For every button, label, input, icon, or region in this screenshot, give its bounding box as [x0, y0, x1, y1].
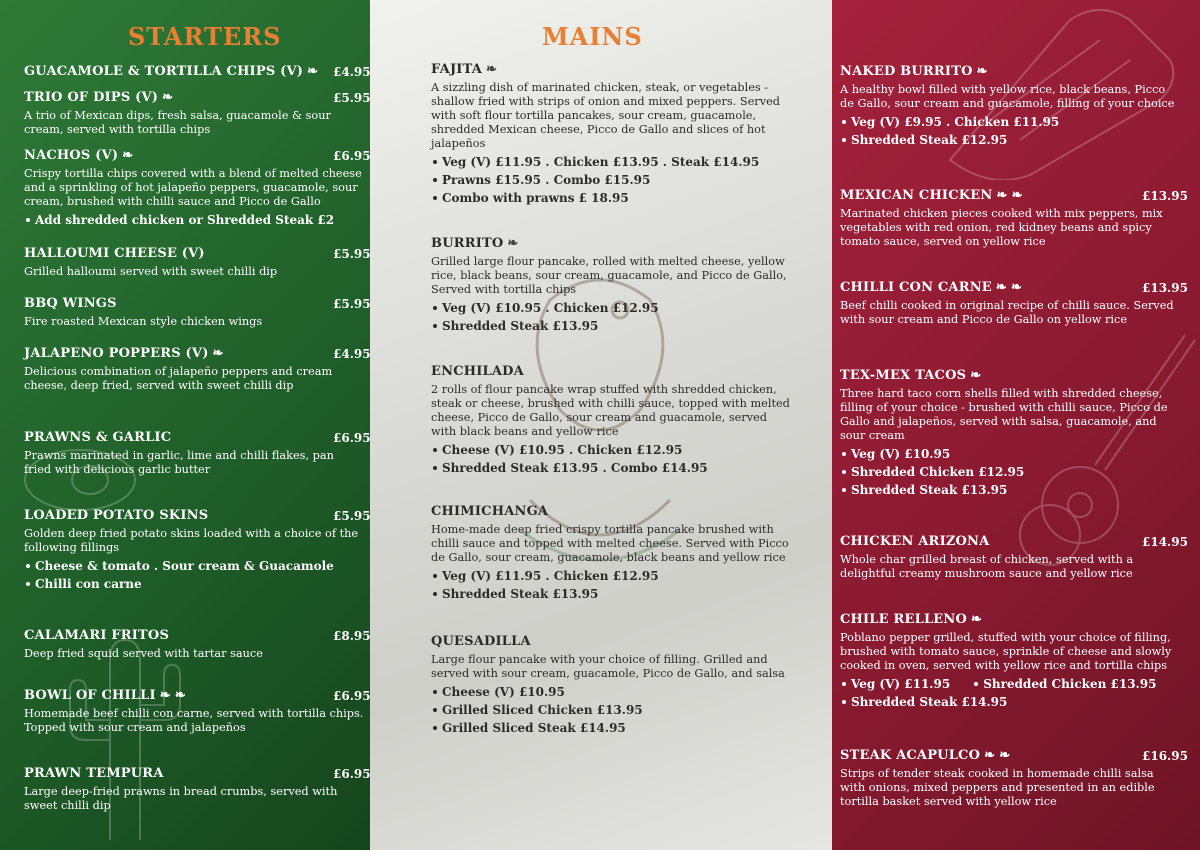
item-description: A sizzling dish of marinated chicken, steak, or vegetables - shallow fried with strips of onion and mixed peppers. Served with soft flour tortilla pancakes, sour cream, guacamole, shredded Mexican cheese, Picco de Gallo and slices of hot jalapeños: [431, 81, 780, 150]
chili-pepper-icon: ❧: [212, 346, 224, 361]
option-text: Veg (V) £9.95 . Chicken £11.95: [851, 115, 1060, 129]
chili-pepper-icon: ❧: [122, 148, 134, 163]
item-option: [431, 703, 791, 717]
menu-item-loaded-potato-skins: [24, 508, 371, 591]
menu-item-burrito: [431, 236, 791, 333]
item-option: [431, 155, 791, 169]
chili-pepper-icon: ❧: [162, 90, 174, 105]
starters-heading: STARTERS: [128, 22, 282, 51]
bullet-icon: [433, 324, 437, 328]
item-description: A trio of Mexican dips, fresh salsa, guacamole & sour cream, served with tortilla chips: [24, 109, 331, 136]
bullet-icon: [433, 574, 437, 578]
menu-item-steak-acapulco: [840, 748, 1188, 809]
item-option: [431, 191, 791, 205]
chili-pepper-icon: ❧: [996, 188, 1008, 203]
bullet-icon: [433, 708, 437, 712]
item-option: [840, 483, 1180, 497]
option-text: Shredded Steak £12.95: [851, 133, 1008, 147]
option-text: Chilli con carne: [35, 577, 142, 591]
item-name: PRAWNS & GARLIC: [24, 430, 172, 445]
item-description: Golden deep fried potato skins loaded with a choice of the following fillings: [24, 527, 359, 554]
menu-item-chimichanga: [431, 504, 791, 601]
bullet-icon: [842, 120, 846, 124]
item-name: CALAMARI FRITOS: [24, 628, 170, 643]
chili-pepper-icon: ❧: [971, 612, 983, 627]
option-row: [840, 673, 1180, 691]
item-price: £5.95: [333, 297, 371, 311]
option-text: Shredded Chicken £13.95: [983, 677, 1157, 691]
option-text: Cheese (V) £10.95: [442, 685, 565, 699]
item-price: £13.95: [1142, 189, 1188, 203]
item-description: A healthy bowl filled with yellow rice, black beans, Picco de Gallo, sour cream and guacamole, filling of your choice: [840, 83, 1175, 110]
menu-item-halloumi-cheese-v: [24, 246, 371, 279]
item-name: BOWL OF CHILLI: [24, 688, 156, 703]
item-price: £4.95: [333, 347, 371, 361]
menu-item-chile-relleno: [840, 612, 1180, 709]
chili-pepper-icon: ❧: [307, 64, 319, 79]
bullet-icon: [433, 306, 437, 310]
item-price: £6.95: [333, 431, 371, 445]
chili-pepper-icon: ❧: [999, 748, 1011, 763]
menu-item-trio-of-dips-v: [24, 90, 371, 137]
chili-pepper-icon: ❧: [486, 62, 498, 77]
item-description: Large deep-fried prawns in bread crumbs, served with sweet chilli dip: [24, 785, 338, 812]
chili-pepper-icon: ❧: [995, 280, 1008, 295]
menu-item-bbq-wings: [24, 296, 371, 329]
item-price: £5.95: [333, 509, 371, 523]
menu-item-chicken-arizona: [840, 534, 1188, 581]
menu-item-tex-mex-tacos: [840, 368, 1180, 497]
item-option: [431, 443, 791, 457]
item-description: 2 rolls of flour pancake wrap stuffed with shredded chicken, steak or cheese, brushed with chilli sauce, topped with melted cheese, Picco de Gallo, sour cream and guacamole, served with black beans and yellow rice: [431, 383, 790, 438]
option-text: Shredded Chicken £12.95: [851, 465, 1025, 479]
item-description: Grilled large flour pancake, rolled with melted cheese, yellow rice, black beans, sour cream, guacamole, and Picco de Gallo, Served with tortilla chips: [431, 255, 787, 296]
menu-item-calamari-fritos: [24, 628, 371, 661]
item-option: [840, 695, 1180, 709]
bullet-icon: [842, 700, 846, 704]
bullet-icon: [433, 178, 437, 182]
item-name: ENCHILADA: [431, 364, 524, 379]
bullet-icon: [26, 564, 30, 568]
item-name: CHIMICHANGA: [431, 504, 549, 519]
item-name: BURRITO: [431, 236, 504, 251]
bullet-icon: [842, 488, 846, 492]
chili-pepper-icon: ❧: [976, 64, 988, 79]
item-price: £8.95: [333, 629, 371, 643]
item-option: [431, 587, 791, 601]
menu-item-prawn-tempura: [24, 766, 371, 813]
option-text: Shredded Steak £13.95: [442, 587, 599, 601]
item-description: Prawns marinated in garlic, lime and chilli flakes, pan fried with delicious garlic butter: [24, 449, 334, 476]
bullet-icon: [433, 448, 437, 452]
bullet-icon: [433, 726, 437, 730]
menu-item-nachos-v: [24, 148, 371, 227]
option-text: Shredded Steak £13.95: [851, 483, 1008, 497]
item-name: LOADED POTATO SKINS: [24, 508, 209, 523]
item-name: TEX-MEX TACOS: [840, 368, 967, 383]
item-price: £5.95: [333, 91, 371, 105]
option-text: Grilled Sliced Steak £14.95: [442, 721, 626, 735]
item-name: CHILE RELLENO: [840, 612, 967, 627]
item-option: [972, 677, 1156, 691]
chili-pepper-icon: ❧: [1011, 188, 1023, 203]
item-description: Homemade beef chilli con carne, served with tortilla chips. Topped with sour cream and jalapeños: [24, 707, 364, 734]
item-name: CHILLI CON CARNE: [840, 280, 992, 295]
item-description: Delicious combination of jalapeño peppers and cream cheese, deep fried, served with sweet chilli dip: [24, 365, 333, 392]
item-option: [840, 447, 1180, 461]
item-description: Whole char grilled breast of chicken, served with a delightful creamy mushroom sauce and yellow rice: [840, 553, 1134, 580]
item-name: NAKED BURRITO: [840, 64, 973, 79]
menu-item-naked-burrito: [840, 64, 1180, 147]
menu-item-prawns-garlic: [24, 430, 371, 477]
item-name: FAJITA: [431, 62, 483, 77]
menu-item-enchilada: [431, 364, 791, 475]
item-price: £14.95: [1142, 535, 1188, 549]
item-description: Grilled halloumi served with sweet chilli dip: [24, 265, 278, 278]
menu-item-bowl-of-chilli: [24, 688, 371, 735]
item-name: BBQ WINGS: [24, 296, 117, 311]
item-name: GUACAMOLE & TORTILLA CHIPS (V): [24, 64, 304, 79]
chili-pepper-icon: ❧: [984, 748, 996, 763]
bullet-icon: [433, 466, 437, 470]
chili-pepper-icon: ❧: [1011, 280, 1023, 295]
item-price: £6.95: [333, 767, 371, 781]
item-description: Beef chilli cooked in original recipe of chilli sauce. Served with sour cream and Picco de Gallo on yellow rice: [840, 299, 1174, 326]
bullet-icon: [974, 682, 978, 686]
bullet-icon: [842, 138, 846, 142]
option-text: Prawns £15.95 . Combo £15.95: [442, 173, 651, 187]
item-option: [24, 213, 364, 227]
option-text: Shredded Steak £13.95 . Combo £14.95: [442, 461, 708, 475]
bullet-icon: [842, 682, 846, 686]
item-description: Deep fried squid served with tartar sauce: [24, 647, 263, 660]
menu-item-chilli-con-carne: [840, 280, 1188, 327]
specials-column: [832, 0, 1200, 850]
item-name: STEAK ACAPULCO: [840, 748, 981, 763]
bullet-icon: [26, 582, 30, 586]
item-description: Large flour pancake with your choice of filling. Grilled and served with sour cream, guacamole, Picco de Gallo, and salsa: [431, 653, 785, 680]
option-text: Veg (V) £10.95: [851, 447, 951, 461]
item-name: HALLOUMI CHEESE (V): [24, 246, 205, 261]
chili-pepper-icon: ❧: [970, 368, 982, 383]
option-text: Cheese (V) £10.95 . Chicken £12.95: [442, 443, 683, 457]
option-text: Shredded Steak £14.95: [851, 695, 1008, 709]
item-option: [24, 577, 364, 591]
item-option: [840, 133, 1180, 147]
item-name: MEXICAN CHICKEN: [840, 188, 993, 203]
item-option: [431, 173, 791, 187]
item-price: £6.95: [333, 149, 371, 163]
item-name: TRIO OF DIPS (V): [24, 90, 159, 105]
item-name: CHICKEN ARIZONA: [840, 534, 990, 549]
bullet-icon: [26, 218, 30, 222]
item-option: [431, 569, 791, 583]
menu-item-fajita: [431, 62, 791, 205]
item-option: [431, 319, 791, 333]
chili-pepper-icon: ❧: [507, 236, 519, 251]
option-text: Grilled Sliced Chicken £13.95: [442, 703, 643, 717]
bullet-icon: [433, 690, 437, 694]
bullet-icon: [842, 470, 846, 474]
item-description: Three hard taco corn shells filled with shredded cheese, filling of your choice - brushed with chilli sauce, Picco de Gallo and jalapeños, served with salsa, guacamole, and sour cream: [840, 387, 1168, 442]
item-price: £13.95: [1142, 281, 1188, 295]
option-text: Add shredded chicken or Shredded Steak £2: [35, 213, 335, 227]
item-option: [431, 685, 791, 699]
item-name: JALAPENO POPPERS (V): [24, 346, 209, 361]
item-price: £5.95: [333, 247, 371, 261]
bullet-icon: [433, 196, 437, 200]
menu-item-quesadilla: [431, 634, 791, 735]
item-name: QUESADILLA: [431, 634, 531, 649]
item-option: [431, 721, 791, 735]
item-name: NACHOS (V): [24, 148, 119, 163]
item-price: £6.95: [333, 689, 371, 703]
option-text: Veg (V) £11.95: [851, 677, 951, 691]
menu-item-jalapeno-poppers-v: [24, 346, 371, 393]
starters-column: [0, 0, 370, 850]
item-option: [840, 465, 1180, 479]
menu-item-mexican-chicken: [840, 188, 1188, 249]
menu-item-guacamole-tortilla-chips-v: [24, 64, 371, 79]
bullet-icon: [433, 160, 437, 164]
option-text: Shredded Steak £13.95: [442, 319, 599, 333]
item-option: [431, 461, 791, 475]
item-description: Poblano pepper grilled, stuffed with your choice of filling, brushed with tomato sauce, sprinkle of cheese and slowly cooked in oven, served with yellow rice and tortilla chips: [840, 631, 1172, 672]
bullet-icon: [842, 452, 846, 456]
option-text: Cheese & tomato . Sour cream & Guacamole: [35, 559, 334, 573]
item-option: [840, 115, 1180, 129]
item-description: Fire roasted Mexican style chicken wings: [24, 315, 263, 328]
mains-column: [370, 0, 832, 850]
bullet-icon: [433, 592, 437, 596]
mains-heading: MAINS: [542, 22, 643, 51]
item-price: £16.95: [1142, 749, 1188, 763]
option-text: Veg (V) £10.95 . Chicken £12.95: [442, 301, 659, 315]
item-option: [840, 677, 950, 691]
chili-pepper-icon: ❧: [159, 688, 171, 703]
option-text: Veg (V) £11.95 . Chicken £13.95 . Steak £14.95: [442, 155, 760, 169]
item-description: Home-made deep fried crispy tortilla pancake brushed with chilli sauce and topped with melted cheese. Served with Picco de Gallo, sour cream, guacamole, black beans and yellow rice: [431, 523, 789, 564]
item-description: Crispy tortilla chips covered with a blend of melted cheese and a sprinkling of hot jalapeño peppers, guacamole, sour cream, brushed with chilli sauce and Picco de Gallo: [24, 167, 362, 208]
item-price: £4.95: [333, 65, 371, 79]
chili-pepper-icon: ❧: [174, 688, 186, 703]
option-text: Combo with prawns £ 18.95: [442, 191, 629, 205]
item-option: [24, 559, 364, 573]
item-name: PRAWN TEMPURA: [24, 766, 164, 781]
item-description: Strips of tender steak cooked in homemade chilli salsa with onions, mixed peppers and presented in an edible tortilla basket served with yellow rice: [840, 767, 1155, 808]
option-text: Veg (V) £11.95 . Chicken £12.95: [442, 569, 659, 583]
item-description: Marinated chicken pieces cooked with mix peppers, mix vegetables with red onion, red kidney beans and spicy tomato sauce, served on yellow rice: [840, 207, 1163, 248]
item-option: [431, 301, 791, 315]
